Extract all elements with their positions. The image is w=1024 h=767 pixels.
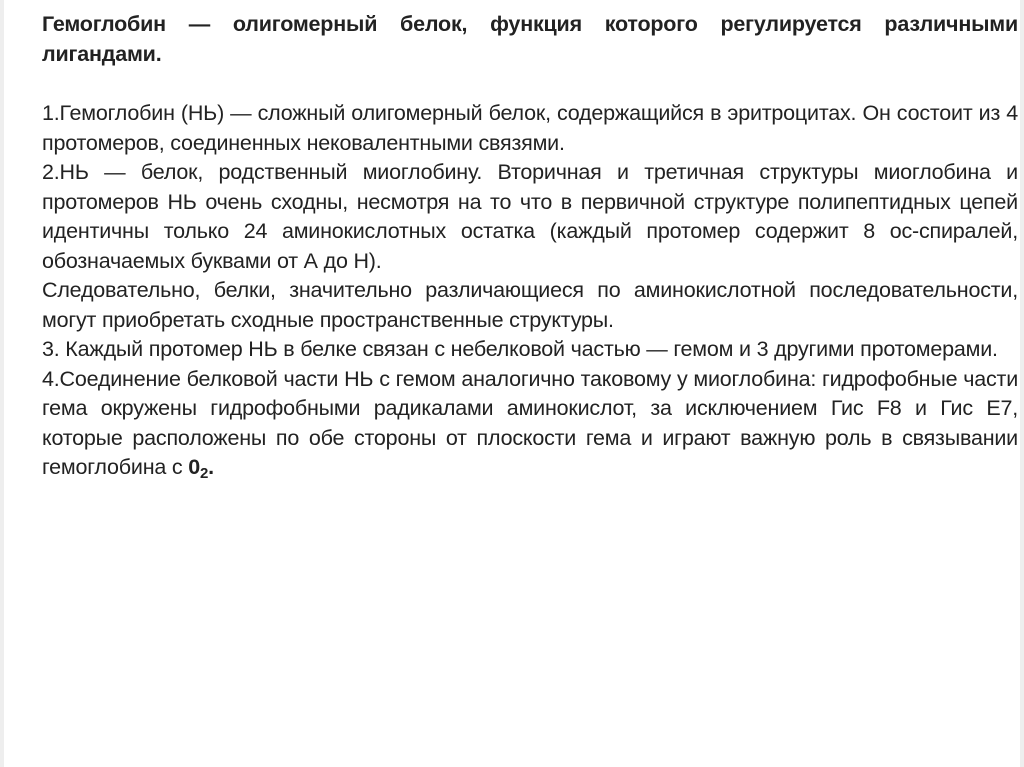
paragraph-conclusion: Следовательно, белки, значительно различающиеся по аминокислотной последовательности, могут приобретать сходные пространственные структуры. <box>42 278 1018 332</box>
slide-content <box>42 10 1018 483</box>
paragraph-1: 1.Гемоглобин (НЬ) — сложный олигомерный белок, содержащийся в эритроцитах. Он состоит из 4 протомеров, соединенных нековалентными связями. <box>42 101 1018 155</box>
oxygen-formula-main: 0 <box>188 455 200 479</box>
oxygen-formula-subscript: 2 <box>200 465 209 482</box>
paragraph-3: 3. Каждый протомер НЬ в белке связан с небелковой частью — гемом и 3 другими протомерами. <box>42 337 998 361</box>
paragraph-4-text: 4.Соединение белковой части НЬ с гемом аналогично таковому у миоглобина: гидрофобные части гема окружены гидрофобными радикалами аминокислот, за исключением Гис F8 и Гис Е7, которые расположены по обе стороны от плоскости гема и играют важную роль в связывании гемоглобина с <box>42 366 1018 479</box>
oxygen-formula <box>188 455 214 482</box>
paragraph-4 <box>42 365 1018 483</box>
paragraph-4-end: . <box>208 455 214 479</box>
paragraph-2: 2.НЬ — белок, родственный миоглобину. Вторичная и третичная структуры миоглобина и протомеров НЬ очень сходны, несмотря на то что в первичной структуре полипептидных цепей идентичны только 24 аминокислотных остатка (каждый протомер содержит 8 ос-спиралей, обозначаемых буквами от А до Н). <box>42 160 1018 273</box>
slide-title: Гемоглобин — олигомерный белок, функция которого регулируется различными лигандами. <box>42 12 1018 66</box>
